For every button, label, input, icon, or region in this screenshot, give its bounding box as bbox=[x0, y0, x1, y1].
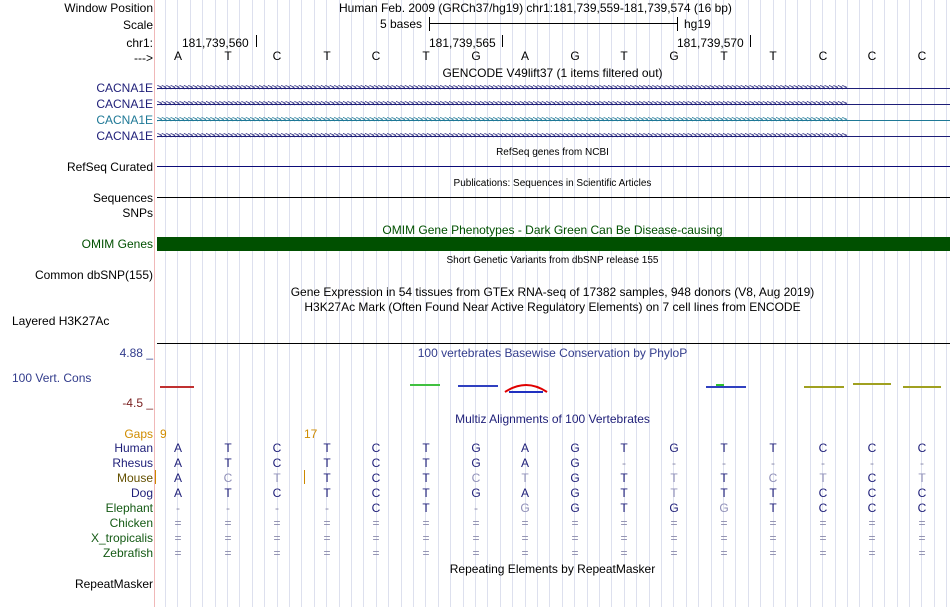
multiz-base: = bbox=[224, 531, 232, 545]
multiz-base: T bbox=[620, 471, 628, 485]
multiz-base: - bbox=[821, 456, 825, 470]
conservation-min-label: -4.5 _ bbox=[122, 396, 153, 410]
sequence-base: G bbox=[570, 49, 580, 63]
multiz-base: - bbox=[920, 456, 924, 470]
multiz-base: = bbox=[819, 531, 827, 545]
multiz-base: - bbox=[474, 501, 478, 515]
multiz-base: G bbox=[719, 501, 729, 515]
multiz-base: = bbox=[224, 516, 232, 530]
conservation-bar bbox=[903, 386, 941, 388]
multiz-base: T bbox=[769, 441, 777, 455]
multiz-base: T bbox=[720, 471, 728, 485]
multiz-base: C bbox=[371, 501, 381, 515]
multiz-base: G bbox=[570, 486, 580, 500]
multiz-base: = bbox=[720, 531, 728, 545]
multiz-base: - bbox=[622, 456, 626, 470]
multiz-base: = bbox=[323, 531, 331, 545]
multiz-base: T bbox=[422, 471, 430, 485]
multiz-base: G bbox=[471, 486, 481, 500]
multiz-base: T bbox=[323, 441, 331, 455]
chrom-label: chr1: bbox=[126, 36, 153, 50]
multiz-base: = bbox=[670, 516, 678, 530]
scale-bar-right-tick bbox=[677, 17, 678, 31]
omim-label[interactable]: OMIM Genes bbox=[81, 237, 153, 251]
sequence-base: C bbox=[272, 49, 282, 63]
multiz-base: = bbox=[372, 516, 380, 530]
multiz-base: C bbox=[917, 486, 927, 500]
multiz-base: T bbox=[819, 471, 827, 485]
multiz-base: A bbox=[520, 456, 529, 470]
multiz-base: C bbox=[867, 501, 877, 515]
conservation-peak bbox=[503, 382, 549, 394]
multiz-base: G bbox=[520, 501, 530, 515]
multiz-base: T bbox=[521, 471, 529, 485]
multiz-base: G bbox=[570, 441, 580, 455]
multiz-base: C bbox=[818, 486, 828, 500]
dbsnp-label[interactable]: Common dbSNP(155) bbox=[34, 268, 153, 282]
multiz-base: = bbox=[472, 516, 480, 530]
multiz-base: = bbox=[472, 531, 480, 545]
multiz-base: T bbox=[720, 441, 728, 455]
multiz-base: = bbox=[372, 531, 380, 545]
multiz-base: C bbox=[371, 456, 381, 470]
multiz-base: C bbox=[471, 471, 481, 485]
multiz-base: = bbox=[273, 531, 281, 545]
multiz-base: A bbox=[520, 486, 529, 500]
multiz-base: C bbox=[371, 471, 381, 485]
sequence-base: C bbox=[371, 49, 381, 63]
multiz-base: = bbox=[918, 516, 926, 530]
publications-track-line[interactable] bbox=[157, 197, 950, 198]
scale-label: Scale bbox=[122, 18, 153, 32]
multiz-base: T bbox=[224, 486, 232, 500]
multiz-base: G bbox=[669, 441, 679, 455]
multiz-base: T bbox=[620, 501, 628, 515]
multiz-base: = bbox=[868, 516, 876, 530]
refseq-label[interactable]: RefSeq Curated bbox=[66, 160, 153, 174]
gencode-strand-arrows: >>>>>>>>>>>>>>>>>>>>>>>>>>>>>>>>>>>>>>>>>>>>>>>>>>>>>>>>>>>>>>>>>>>>>>>>>>>>>>>>>>>>>>>>>>>>>>>>>>>>>>>>>>>>>>>>>>>>>>>>>>>>>>>>>>>>>>>>>>>>>>>>>>>>>>>>>>>> bbox=[157, 99, 847, 109]
multiz-base: = bbox=[571, 531, 579, 545]
gencode-gene-label[interactable]: CACNA1E bbox=[96, 129, 153, 143]
multiz-base: C bbox=[867, 471, 877, 485]
multiz-base: - bbox=[672, 456, 676, 470]
multiz-base: A bbox=[520, 441, 529, 455]
multiz-base: = bbox=[571, 516, 579, 530]
window-position-label: Window Position bbox=[64, 1, 153, 15]
conservation-bar bbox=[410, 384, 440, 386]
multiz-species-label[interactable]: Mouse bbox=[116, 471, 153, 485]
multiz-base: - bbox=[226, 501, 230, 515]
multiz-base: = bbox=[521, 546, 529, 560]
multiz-base: A bbox=[173, 456, 182, 470]
multiz-base: = bbox=[224, 546, 232, 560]
multiz-species-label[interactable]: X_tropicalis bbox=[90, 531, 153, 545]
multiz-base: = bbox=[670, 546, 678, 560]
multiz-base: = bbox=[273, 516, 281, 530]
conservation-bar bbox=[706, 386, 746, 388]
multiz-base: = bbox=[868, 531, 876, 545]
multiz-base: G bbox=[570, 456, 580, 470]
multiz-base: C bbox=[272, 456, 282, 470]
multiz-base: A bbox=[173, 471, 182, 485]
scale-assembly: hg19 bbox=[684, 17, 711, 31]
sequence-base: T bbox=[620, 49, 628, 63]
multiz-track-title: Multiz Alignments of 100 Vertebrates bbox=[455, 412, 650, 426]
multiz-base: T bbox=[422, 441, 430, 455]
multiz-species-label[interactable]: Dog bbox=[130, 486, 153, 500]
multiz-base: = bbox=[372, 546, 380, 560]
multiz-base: = bbox=[174, 531, 182, 545]
multiz-base: T bbox=[769, 501, 777, 515]
multiz-base: G bbox=[669, 501, 679, 515]
gencode-gene-label[interactable]: CACNA1E bbox=[96, 113, 153, 127]
multiz-base: = bbox=[769, 531, 777, 545]
multiz-base: T bbox=[670, 486, 678, 500]
multiz-base: T bbox=[422, 486, 430, 500]
sequence-base: A bbox=[173, 49, 182, 63]
multiz-base: C bbox=[818, 501, 828, 515]
conservation-label[interactable]: 100 Vert. Cons bbox=[12, 371, 92, 385]
multiz-base: = bbox=[670, 531, 678, 545]
multiz-base: T bbox=[769, 486, 777, 500]
multiz-base: C bbox=[371, 441, 381, 455]
multiz-base: C bbox=[223, 471, 233, 485]
multiz-base: = bbox=[620, 516, 628, 530]
gencode-gene-label[interactable]: CACNA1E bbox=[96, 81, 153, 95]
gaps-label: Gaps bbox=[124, 427, 153, 441]
refseq-track-title: RefSeq genes from NCBI bbox=[496, 147, 609, 158]
multiz-base: - bbox=[870, 456, 874, 470]
multiz-species-label[interactable]: Rhesus bbox=[112, 456, 153, 470]
multiz-base: T bbox=[224, 456, 232, 470]
multiz-base: = bbox=[521, 531, 529, 545]
publications-label[interactable]: Sequences bbox=[92, 191, 153, 205]
omim-track-title: OMIM Gene Phenotypes - Dark Green Can Be Disease-causing bbox=[382, 223, 723, 237]
gencode-strand-arrows: >>>>>>>>>>>>>>>>>>>>>>>>>>>>>>>>>>>>>>>>>>>>>>>>>>>>>>>>>>>>>>>>>>>>>>>>>>>>>>>>>>>>>>>>>>>>>>>>>>>>>>>>>>>>>>>>>>>>>>>>>>>>>>>>>>>>>>>>>>>>>>>>>>>>>>>>>>>> bbox=[157, 115, 847, 125]
multiz-base: - bbox=[771, 456, 775, 470]
multiz-base: = bbox=[918, 531, 926, 545]
multiz-base: T bbox=[323, 456, 331, 470]
multiz-base: = bbox=[769, 546, 777, 560]
multiz-base: G bbox=[570, 501, 580, 515]
gencode-gene-label[interactable]: CACNA1E bbox=[96, 97, 153, 111]
sequence-base: G bbox=[669, 49, 679, 63]
multiz-base: T bbox=[323, 471, 331, 485]
sequence-base: T bbox=[323, 49, 331, 63]
conservation-track-title: 100 vertebrates Basewise Conservation by PhyloP bbox=[417, 346, 688, 360]
repeatmasker-track-title: Repeating Elements by RepeatMasker bbox=[449, 562, 656, 576]
conservation-bar bbox=[716, 384, 724, 386]
multiz-base: T bbox=[323, 486, 331, 500]
multiz-base: C bbox=[272, 441, 282, 455]
coord-label-3: 181,739,570 bbox=[677, 36, 744, 50]
multiz-base: = bbox=[720, 546, 728, 560]
sequence-base: T bbox=[720, 49, 728, 63]
sequence-base: T bbox=[224, 49, 232, 63]
multiz-base: C bbox=[818, 441, 828, 455]
multiz-base: = bbox=[422, 516, 430, 530]
coord-tick-3 bbox=[750, 35, 751, 47]
gap-count: 9 bbox=[160, 427, 167, 441]
multiz-species-label[interactable]: Chicken bbox=[109, 516, 153, 530]
multiz-base: = bbox=[720, 516, 728, 530]
multiz-base: = bbox=[174, 546, 182, 560]
multiz-base: = bbox=[521, 516, 529, 530]
multiz-base: T bbox=[422, 456, 430, 470]
multiz-base: C bbox=[272, 486, 282, 500]
multiz-base: T bbox=[918, 471, 926, 485]
gap-marker bbox=[155, 470, 156, 484]
conservation-max-label: 4.88 _ bbox=[119, 346, 153, 360]
conservation-bar bbox=[804, 386, 844, 388]
coord-label-1: 181,739,560 bbox=[182, 36, 249, 50]
conservation-bar bbox=[160, 386, 194, 388]
multiz-base: = bbox=[273, 546, 281, 560]
multiz-base: = bbox=[472, 546, 480, 560]
multiz-base: = bbox=[422, 546, 430, 560]
multiz-base: T bbox=[422, 501, 430, 515]
multiz-base: = bbox=[620, 546, 628, 560]
multiz-base: A bbox=[173, 441, 182, 455]
gtex-track-title: Gene Expression in 54 tissues from GTEx RNA-seq of 17382 samples, 948 donors (V8, Aug 2019) bbox=[290, 285, 815, 299]
dbsnp-track-title: Short Genetic Variants from dbSNP release 155 bbox=[446, 255, 659, 266]
coord-label-2: 181,739,565 bbox=[429, 36, 496, 50]
multiz-base: T bbox=[224, 441, 232, 455]
gap-count: 17 bbox=[304, 427, 318, 441]
coord-tick-2 bbox=[502, 35, 503, 47]
sequence-base: C bbox=[818, 49, 828, 63]
multiz-base: - bbox=[176, 501, 180, 515]
multiz-base: C bbox=[371, 486, 381, 500]
multiz-base: = bbox=[620, 531, 628, 545]
gencode-strand-arrows: >>>>>>>>>>>>>>>>>>>>>>>>>>>>>>>>>>>>>>>>>>>>>>>>>>>>>>>>>>>>>>>>>>>>>>>>>>>>>>>>>>>>>>>>>>>>>>>>>>>>>>>>>>>>>>>>>>>>>>>>>>>>>>>>>>>>>>>>>>>>>>>>>>>>>>>>>>>> bbox=[157, 83, 847, 93]
multiz-base: T bbox=[273, 471, 281, 485]
multiz-base: = bbox=[918, 546, 926, 560]
sequence-base: T bbox=[422, 49, 430, 63]
multiz-base: G bbox=[471, 441, 481, 455]
multiz-base: C bbox=[917, 501, 927, 515]
scale-text: 5 bases bbox=[380, 17, 423, 31]
multiz-species-label[interactable]: Human bbox=[114, 441, 153, 455]
multiz-base: T bbox=[620, 486, 628, 500]
sequence-base: G bbox=[471, 49, 481, 63]
multiz-base: = bbox=[174, 516, 182, 530]
multiz-base: T bbox=[720, 486, 728, 500]
sequence-base: T bbox=[769, 49, 777, 63]
gencode-track-title: GENCODE V49lift37 (1 items filtered out) bbox=[442, 66, 663, 80]
multiz-base: - bbox=[275, 501, 279, 515]
multiz-base: C bbox=[867, 486, 877, 500]
gap-marker bbox=[304, 470, 305, 484]
multiz-base: - bbox=[722, 456, 726, 470]
multiz-base: A bbox=[173, 486, 182, 500]
multiz-base: = bbox=[769, 516, 777, 530]
snps-label[interactable]: SNPs bbox=[122, 206, 153, 220]
strand-label: ---> bbox=[134, 51, 153, 65]
multiz-base: T bbox=[620, 441, 628, 455]
multiz-base: = bbox=[323, 516, 331, 530]
multiz-base: = bbox=[868, 546, 876, 560]
omim-track-bar[interactable] bbox=[157, 237, 950, 251]
gencode-strand-arrows: >>>>>>>>>>>>>>>>>>>>>>>>>>>>>>>>>>>>>>>>>>>>>>>>>>>>>>>>>>>>>>>>>>>>>>>>>>>>>>>>>>>>>>>>>>>>>>>>>>>>>>>>>>>>>>>>>>>>>>>>>>>>>>>>>>>>>>>>>>>>>>>>>>>>>>>>>>>> bbox=[157, 131, 847, 141]
sequence-base: A bbox=[520, 49, 529, 63]
multiz-base: C bbox=[917, 441, 927, 455]
multiz-species-label[interactable]: Elephant bbox=[105, 501, 153, 515]
publications-track-title: Publications: Sequences in Scientific Articles bbox=[453, 178, 652, 189]
multiz-base: = bbox=[819, 516, 827, 530]
multiz-base: = bbox=[422, 531, 430, 545]
multiz-base: - bbox=[325, 501, 329, 515]
refseq-track-line[interactable] bbox=[157, 166, 950, 167]
assembly-position-text: Human Feb. 2009 (GRCh37/hg19) chr1:181,739,559-181,739,574 (16 bp) bbox=[339, 1, 732, 15]
multiz-base: C bbox=[768, 471, 778, 485]
repeatmasker-label[interactable]: RepeatMasker bbox=[74, 577, 153, 591]
multiz-base: = bbox=[571, 546, 579, 560]
multiz-base: G bbox=[471, 456, 481, 470]
h3k27ac-track-line[interactable] bbox=[157, 343, 950, 344]
h3k27ac-label[interactable]: Layered H3K27Ac bbox=[12, 314, 110, 328]
sequence-base: C bbox=[917, 49, 927, 63]
scale-bar bbox=[429, 23, 678, 24]
sequence-base: C bbox=[867, 49, 877, 63]
conservation-bar bbox=[458, 385, 498, 387]
coord-tick-1 bbox=[256, 35, 257, 47]
multiz-base: C bbox=[867, 441, 877, 455]
multiz-species-label[interactable]: Zebrafish bbox=[102, 546, 153, 560]
conservation-bar bbox=[853, 383, 891, 385]
scale-bar-left-tick bbox=[429, 17, 430, 31]
multiz-base: G bbox=[570, 471, 580, 485]
multiz-base: T bbox=[670, 471, 678, 485]
h3k27ac-track-title: H3K27Ac Mark (Often Found Near Active Regulatory Elements) on 7 cell lines from ENCODE bbox=[304, 300, 801, 314]
multiz-base: = bbox=[323, 546, 331, 560]
multiz-base: = bbox=[819, 546, 827, 560]
